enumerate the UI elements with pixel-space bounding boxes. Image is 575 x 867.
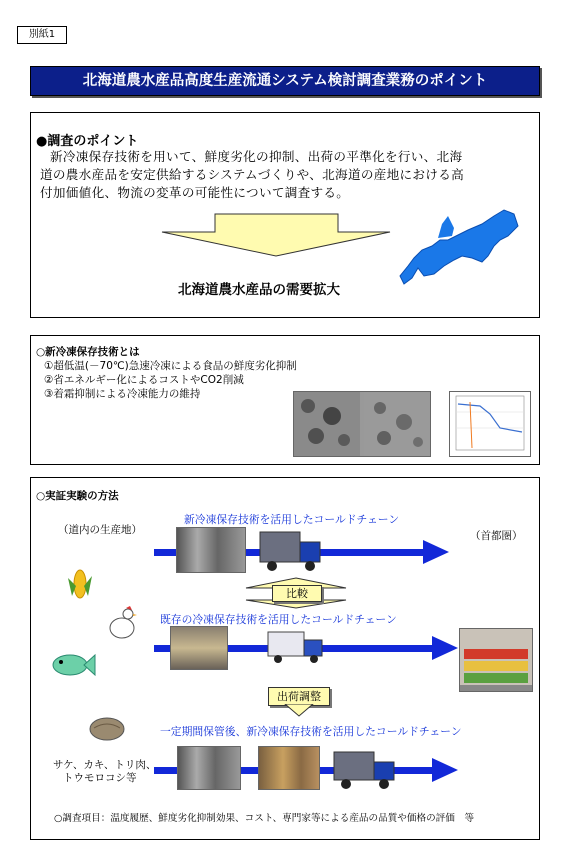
- chain-2-label: 既存の冷凍保存技術を活用したコールドチェーン: [160, 613, 397, 626]
- points-line-1: 新冷凍保存技術を用いて、鮮度劣化の抑制、出荷の平準化を行い、北海: [50, 149, 463, 164]
- fish-icon: [50, 650, 96, 680]
- chain-3-label: 一定期間保管後、新冷凍保存技術を活用したコールドチェーン: [160, 725, 462, 738]
- products-line-1: サケ、カキ、トリ肉、: [53, 759, 157, 771]
- hokkaido-map-icon: [396, 206, 522, 288]
- chain-1-label: 新冷凍保存技術を活用したコールドチェーン: [184, 513, 400, 526]
- technology-item-3: ③着霜抑制による冷凍能力の維持: [44, 388, 201, 400]
- points-text: [40, 148, 538, 202]
- chicken-icon: [104, 604, 138, 644]
- experiment-heading: ○実証実験の方法: [36, 490, 119, 502]
- oyster-icon: [88, 716, 126, 742]
- existing-freezer-photo: [170, 626, 228, 670]
- technology-heading: ○新冷凍保存技術とは: [36, 346, 140, 358]
- truck-icon-2: [266, 630, 328, 666]
- chain-1-arrowhead-icon: [423, 540, 449, 564]
- truck-icon-1: [258, 530, 326, 574]
- grocery-store-photo: [459, 628, 533, 692]
- chain-2-arrowhead-icon: [432, 636, 458, 660]
- shipping-arrow-icon: [279, 704, 319, 718]
- technology-item-2: ②省エネルギー化によるコストやCO2削減: [44, 374, 244, 386]
- products-line-2: トウモロコシ等: [63, 772, 137, 784]
- technology-item-1: ①超低温(－70℃)急速冷凍による食品の鮮度劣化抑制: [44, 360, 297, 372]
- corn-icon: [66, 566, 94, 602]
- destination-label: （首都圏）: [470, 530, 523, 542]
- page-title: 北海道農水産品高度生産流通システム検討調査業務のポイント: [82, 73, 488, 89]
- origin-label: （道内の生産地）: [58, 524, 142, 536]
- cooling-graph-image: [449, 391, 531, 457]
- points-line-2: 道の農水産品を安定供給するシステムづくりや、北海道の産地における高: [40, 167, 464, 182]
- down-arrow-icon: [160, 212, 392, 258]
- storage-warehouse-photo: [258, 746, 320, 790]
- points-line-3: 付加価値化、物流の変革の可能性について調査する。: [40, 185, 350, 200]
- title-bar: [30, 66, 540, 96]
- compare-label: 比較: [272, 585, 322, 602]
- freezer-photo-2: [177, 746, 241, 790]
- truck-icon-3: [332, 750, 400, 792]
- attachment-tag: 別紙1: [17, 26, 67, 44]
- result-text: 北海道農水産品の需要拡大: [178, 282, 340, 298]
- freezer-photo-1: [176, 527, 246, 573]
- microscope-photo: [293, 391, 431, 457]
- points-heading: ●調査のポイント: [36, 134, 139, 149]
- shipping-adjust-box: 出荷調整: [268, 687, 330, 706]
- chain-3-arrowhead-icon: [432, 758, 458, 782]
- survey-items-footer: ○調査項目：温度履歴、鮮度劣化抑制効果、コスト、専門家等による産品の品質や価格の評価 等: [54, 813, 475, 824]
